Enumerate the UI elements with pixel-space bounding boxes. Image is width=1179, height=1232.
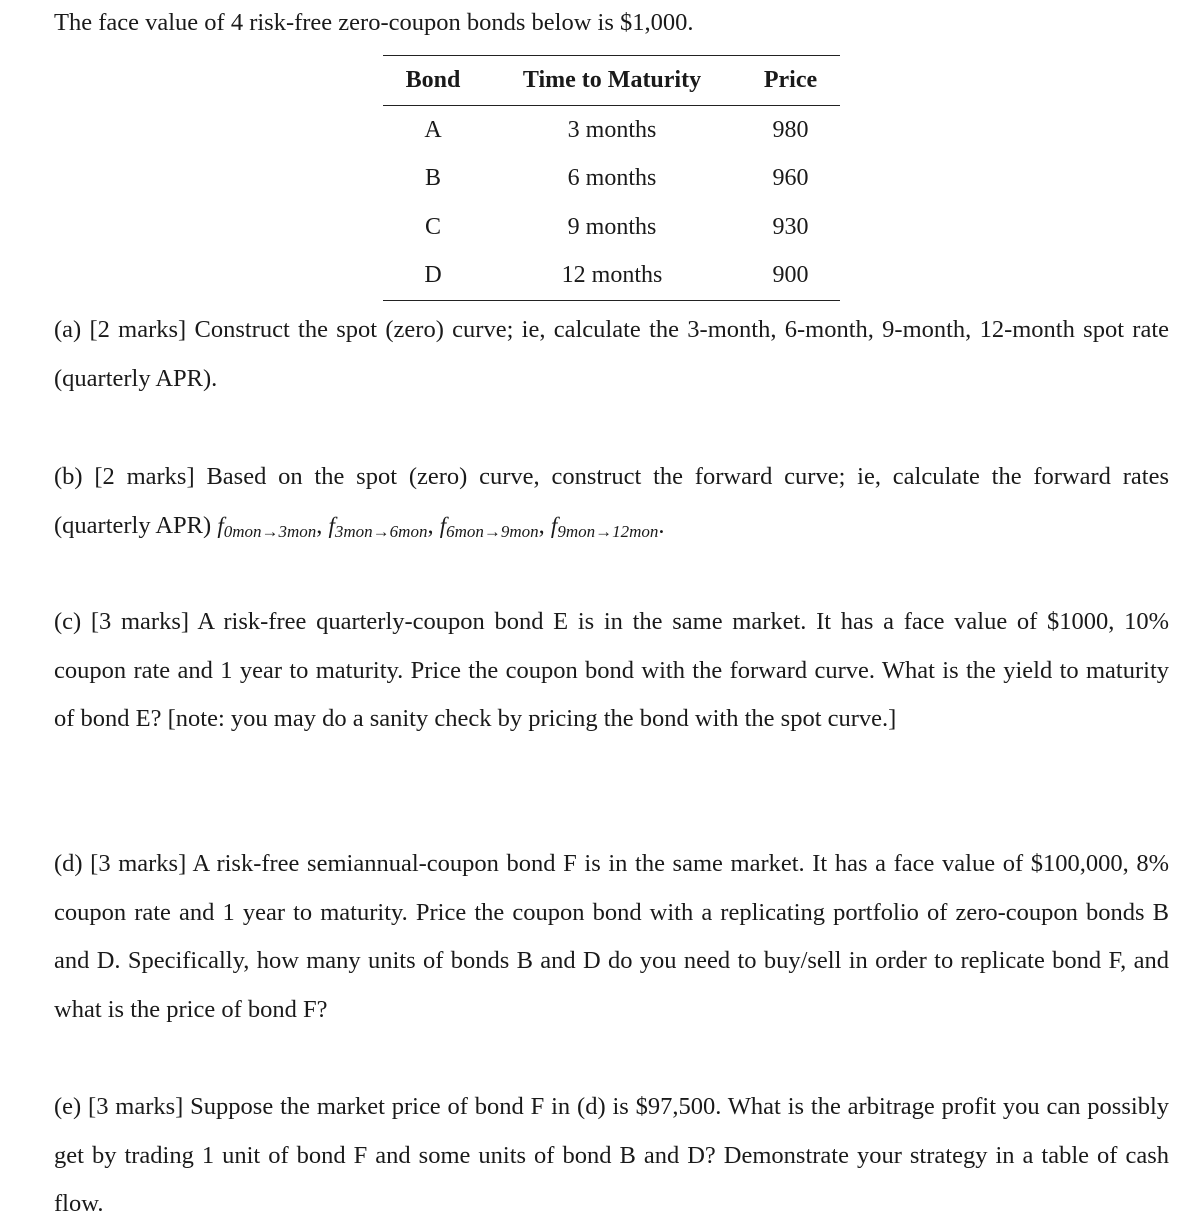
intro-text: The face value of 4 risk-free zero-coupon bonds below is $1,000. (54, 9, 694, 36)
bond-cell: D (424, 262, 442, 289)
forward-rate-9-12: $f_{9mon\to 12mon}$ (550, 512, 659, 541)
maturity-cell: 3 months (567, 116, 657, 143)
header-time-to-maturity: Time to Maturity (522, 67, 702, 93)
header-price: Price (763, 67, 818, 93)
question-b-text: (b) [2 marks] Based on the spot (zero) curve, construct the forward curve; ie, calculate the forward rates (quarterly APR) (54, 463, 1169, 539)
bond-cell: A (424, 116, 442, 143)
forward-rate-3-6: $f_{3mon\to 6mon}$ (328, 512, 428, 541)
maturity-cell: 6 months (567, 165, 657, 192)
table-row (383, 106, 840, 155)
question-d: (d) [3 marks] A risk-free semiannual-coupon bond F is in the same market. It has a face value of $100,000, 8% coupon rate and 1 year to maturity. Price the coupon bond with a replicating portfolio of zero-coupon bonds B and D. Specifically, how many units of bonds B and D do you need to buy/sell in order to replicate bond F, and what is the price of bond F? (54, 850, 1169, 1023)
bond-table (383, 55, 840, 301)
question-e: (e) [3 marks] Suppose the market price of bond F in (d) is $97,500. What is the arbitrage profit you can possibly get by trading 1 unit of bond F and some units of bond B and D? Demonstrate your strategy in a table of cash flow. (54, 1093, 1169, 1217)
table-row (383, 155, 840, 204)
price-cell: 980 (772, 116, 809, 143)
bond-cell: C (424, 213, 441, 240)
question-c: (c) [3 marks] A risk-free quarterly-coupon bond E is in the same market. It has a face value of $1000, 10% coupon rate and 1 year to maturity. Price the coupon bond with the forward curve. What is the yield to maturity of bond E? [note: you may do a sanity check by pricing the bond with the spot curve.] (54, 608, 1169, 732)
price-cell: 900 (772, 262, 809, 289)
maturity-cell: 9 months (567, 213, 657, 240)
price-cell: 960 (772, 165, 809, 192)
table-row (383, 203, 840, 252)
forward-rate-6-9: $f_{6mon\to 9mon}$ (439, 512, 539, 541)
table-row (383, 252, 840, 301)
table-header-row (383, 56, 840, 106)
header-bond: Bond (405, 67, 461, 93)
bond-cell: B (424, 165, 441, 192)
bond-table-container (383, 55, 840, 301)
forward-rate-0-3: $f_{0mon\to 3mon}$ (217, 512, 317, 541)
price-cell: 930 (772, 213, 809, 240)
question-a: (a) [2 marks] Construct the spot (zero) curve; ie, calculate the 3-month, 6-month, 9-month, 12-month spot rate (quarterly APR). (54, 316, 1169, 392)
maturity-cell: 12 months (561, 262, 663, 289)
question-b: (b) [2 marks] Based on the spot (zero) curve, construct the forward curve; ie, calculate the forward rates (quarterly APR) $f_{0mon\to 3mon}$, $f_{3mon\to 6mon}$, $f_{6mon\to 9mon}$, $f_{9mon\to 12mon}$. (54, 463, 1169, 541)
